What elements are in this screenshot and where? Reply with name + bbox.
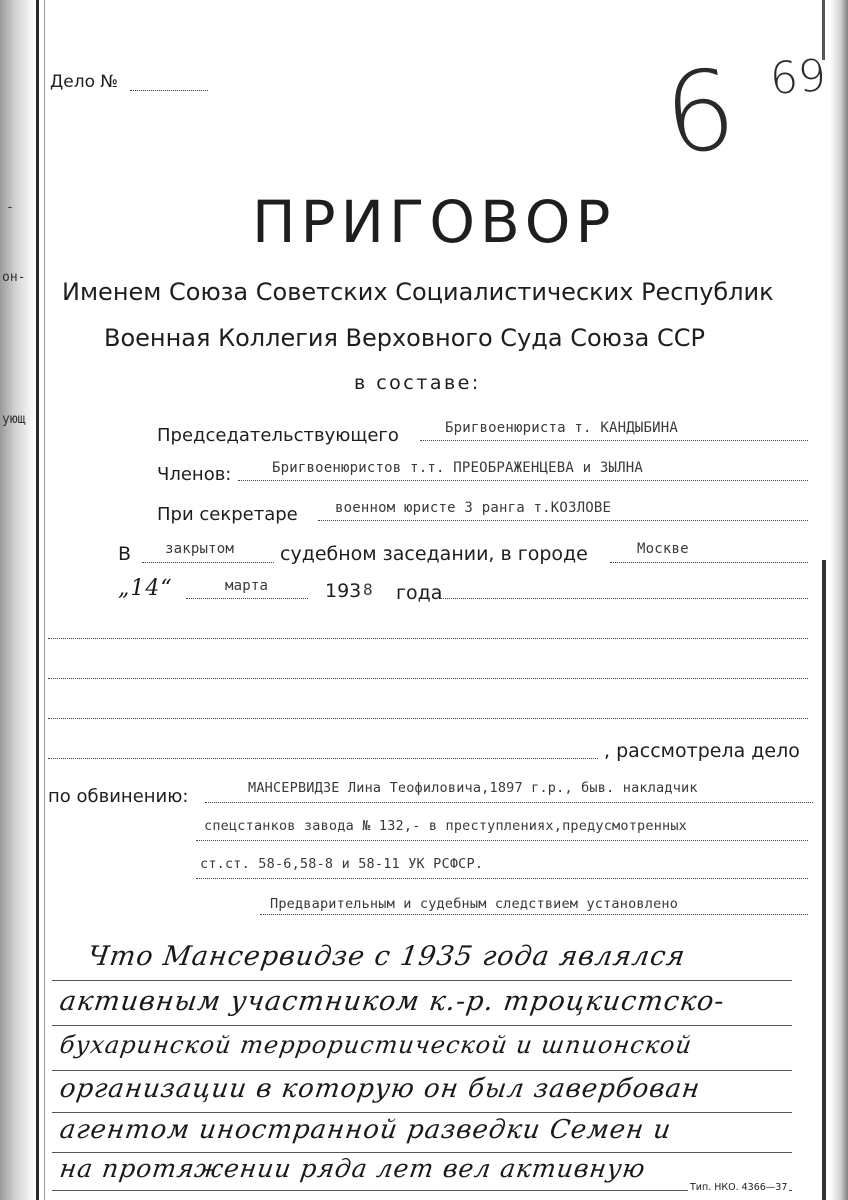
date-month: марта: [225, 578, 269, 594]
secretary-value: военном юристе 3 ранга т.КОЗЛОВЕ: [335, 500, 612, 516]
handwritten-line: агентом иностранной разведки Семен и: [57, 1115, 674, 1145]
members-value: Бригвоенюристов т.т. ПРЕОБРАЖЕНЦЕВА и ЗЫЛНА: [272, 460, 644, 476]
composition-label: в составе:: [354, 372, 481, 394]
margin-fragment: ующ: [2, 412, 26, 427]
secretary-line: [318, 520, 808, 521]
presiding-line: [420, 440, 808, 441]
members-line: [238, 480, 808, 481]
pencil-page-number: 6: [658, 44, 742, 180]
date-year-prefix: 193: [325, 580, 362, 602]
charge-line: [196, 878, 808, 879]
charge-line: [205, 802, 813, 803]
ruled-line: [52, 1025, 792, 1026]
session-type: закрытом: [165, 541, 235, 557]
handwritten-line: активным участником к.-р. троцкистско-: [57, 986, 727, 1017]
charge-line: [196, 840, 808, 841]
charge-value-line1: МАНСЕРВИДЗЕ Лина Теофиловича,1897 г.р., быв. накладчик: [248, 780, 698, 796]
court-name-line: Военная Коллегия Верховного Суда Союза ССР: [104, 324, 705, 352]
ruled-line: [52, 1152, 792, 1153]
presiding-label: Председательствующего: [157, 425, 399, 446]
case-label: Дело №: [50, 72, 119, 92]
page-edge-left: [0, 0, 34, 1200]
ruled-line: [52, 1070, 792, 1071]
date-remainder-line: [440, 598, 808, 599]
document-title: ПРИГОВОР: [252, 188, 616, 256]
session-text: судебном заседании, в городе: [280, 543, 588, 565]
page-edge-right: [830, 0, 848, 1200]
secretary-label: При секретаре: [157, 504, 298, 525]
page-edge-right-mark: [822, 560, 826, 1200]
margin-fragment: -: [6, 200, 14, 215]
ruled-line: [52, 1112, 792, 1113]
charge-value-line2: спецстанков завода № 132,- в преступлениях,предусмотренных: [204, 818, 688, 834]
ruled-line: [52, 980, 792, 981]
members-label: Членов:: [157, 464, 232, 485]
binding-line-secondary: [44, 0, 45, 1200]
date-year-suffix: 8: [363, 580, 373, 599]
union-name-line: Именем Союза Советских Социалистических Республик: [62, 278, 774, 306]
handwritten-line: Что Мансервидзе с 1935 года являлся: [85, 941, 688, 972]
blank-line: [48, 718, 808, 719]
session-type-line: [142, 562, 274, 563]
established-line: [260, 914, 808, 915]
pencil-folio-number: 69: [768, 50, 828, 105]
city-line: [610, 562, 808, 563]
handwritten-line: на протяжении ряда лет вел активную: [57, 1154, 648, 1183]
charge-label: по обвинению:: [48, 786, 189, 807]
date-day: „14“: [118, 576, 173, 601]
handwritten-line: организации в которую он был завербован: [57, 1074, 703, 1104]
handwritten-line: бухаринской террористической и шпионской: [58, 1031, 695, 1059]
reviewed-text: , рассмотрела дело: [604, 740, 800, 762]
blank-line: [48, 638, 808, 639]
margin-fragment: он-: [2, 270, 26, 285]
blank-line: [48, 758, 598, 759]
session-prefix: В: [118, 543, 132, 565]
date-month-line: [186, 598, 308, 599]
binding-line: [36, 0, 39, 1200]
city-value: Москве: [637, 541, 689, 557]
case-number-line: [130, 90, 208, 91]
established-text: Предварительным и судебным следствием установлено: [270, 896, 679, 912]
print-code: Тип. НКО. 4366—37: [690, 1182, 788, 1193]
date-year-word: года: [396, 582, 443, 604]
presiding-value: Бригвоенюриста т. КАНДЫБИНА: [445, 420, 678, 436]
blank-line: [48, 678, 808, 679]
ruled-line: [52, 1190, 792, 1191]
charge-value-line3: ст.ст. 58-6,58-8 и 58-11 УК РСФСР.: [200, 856, 484, 872]
